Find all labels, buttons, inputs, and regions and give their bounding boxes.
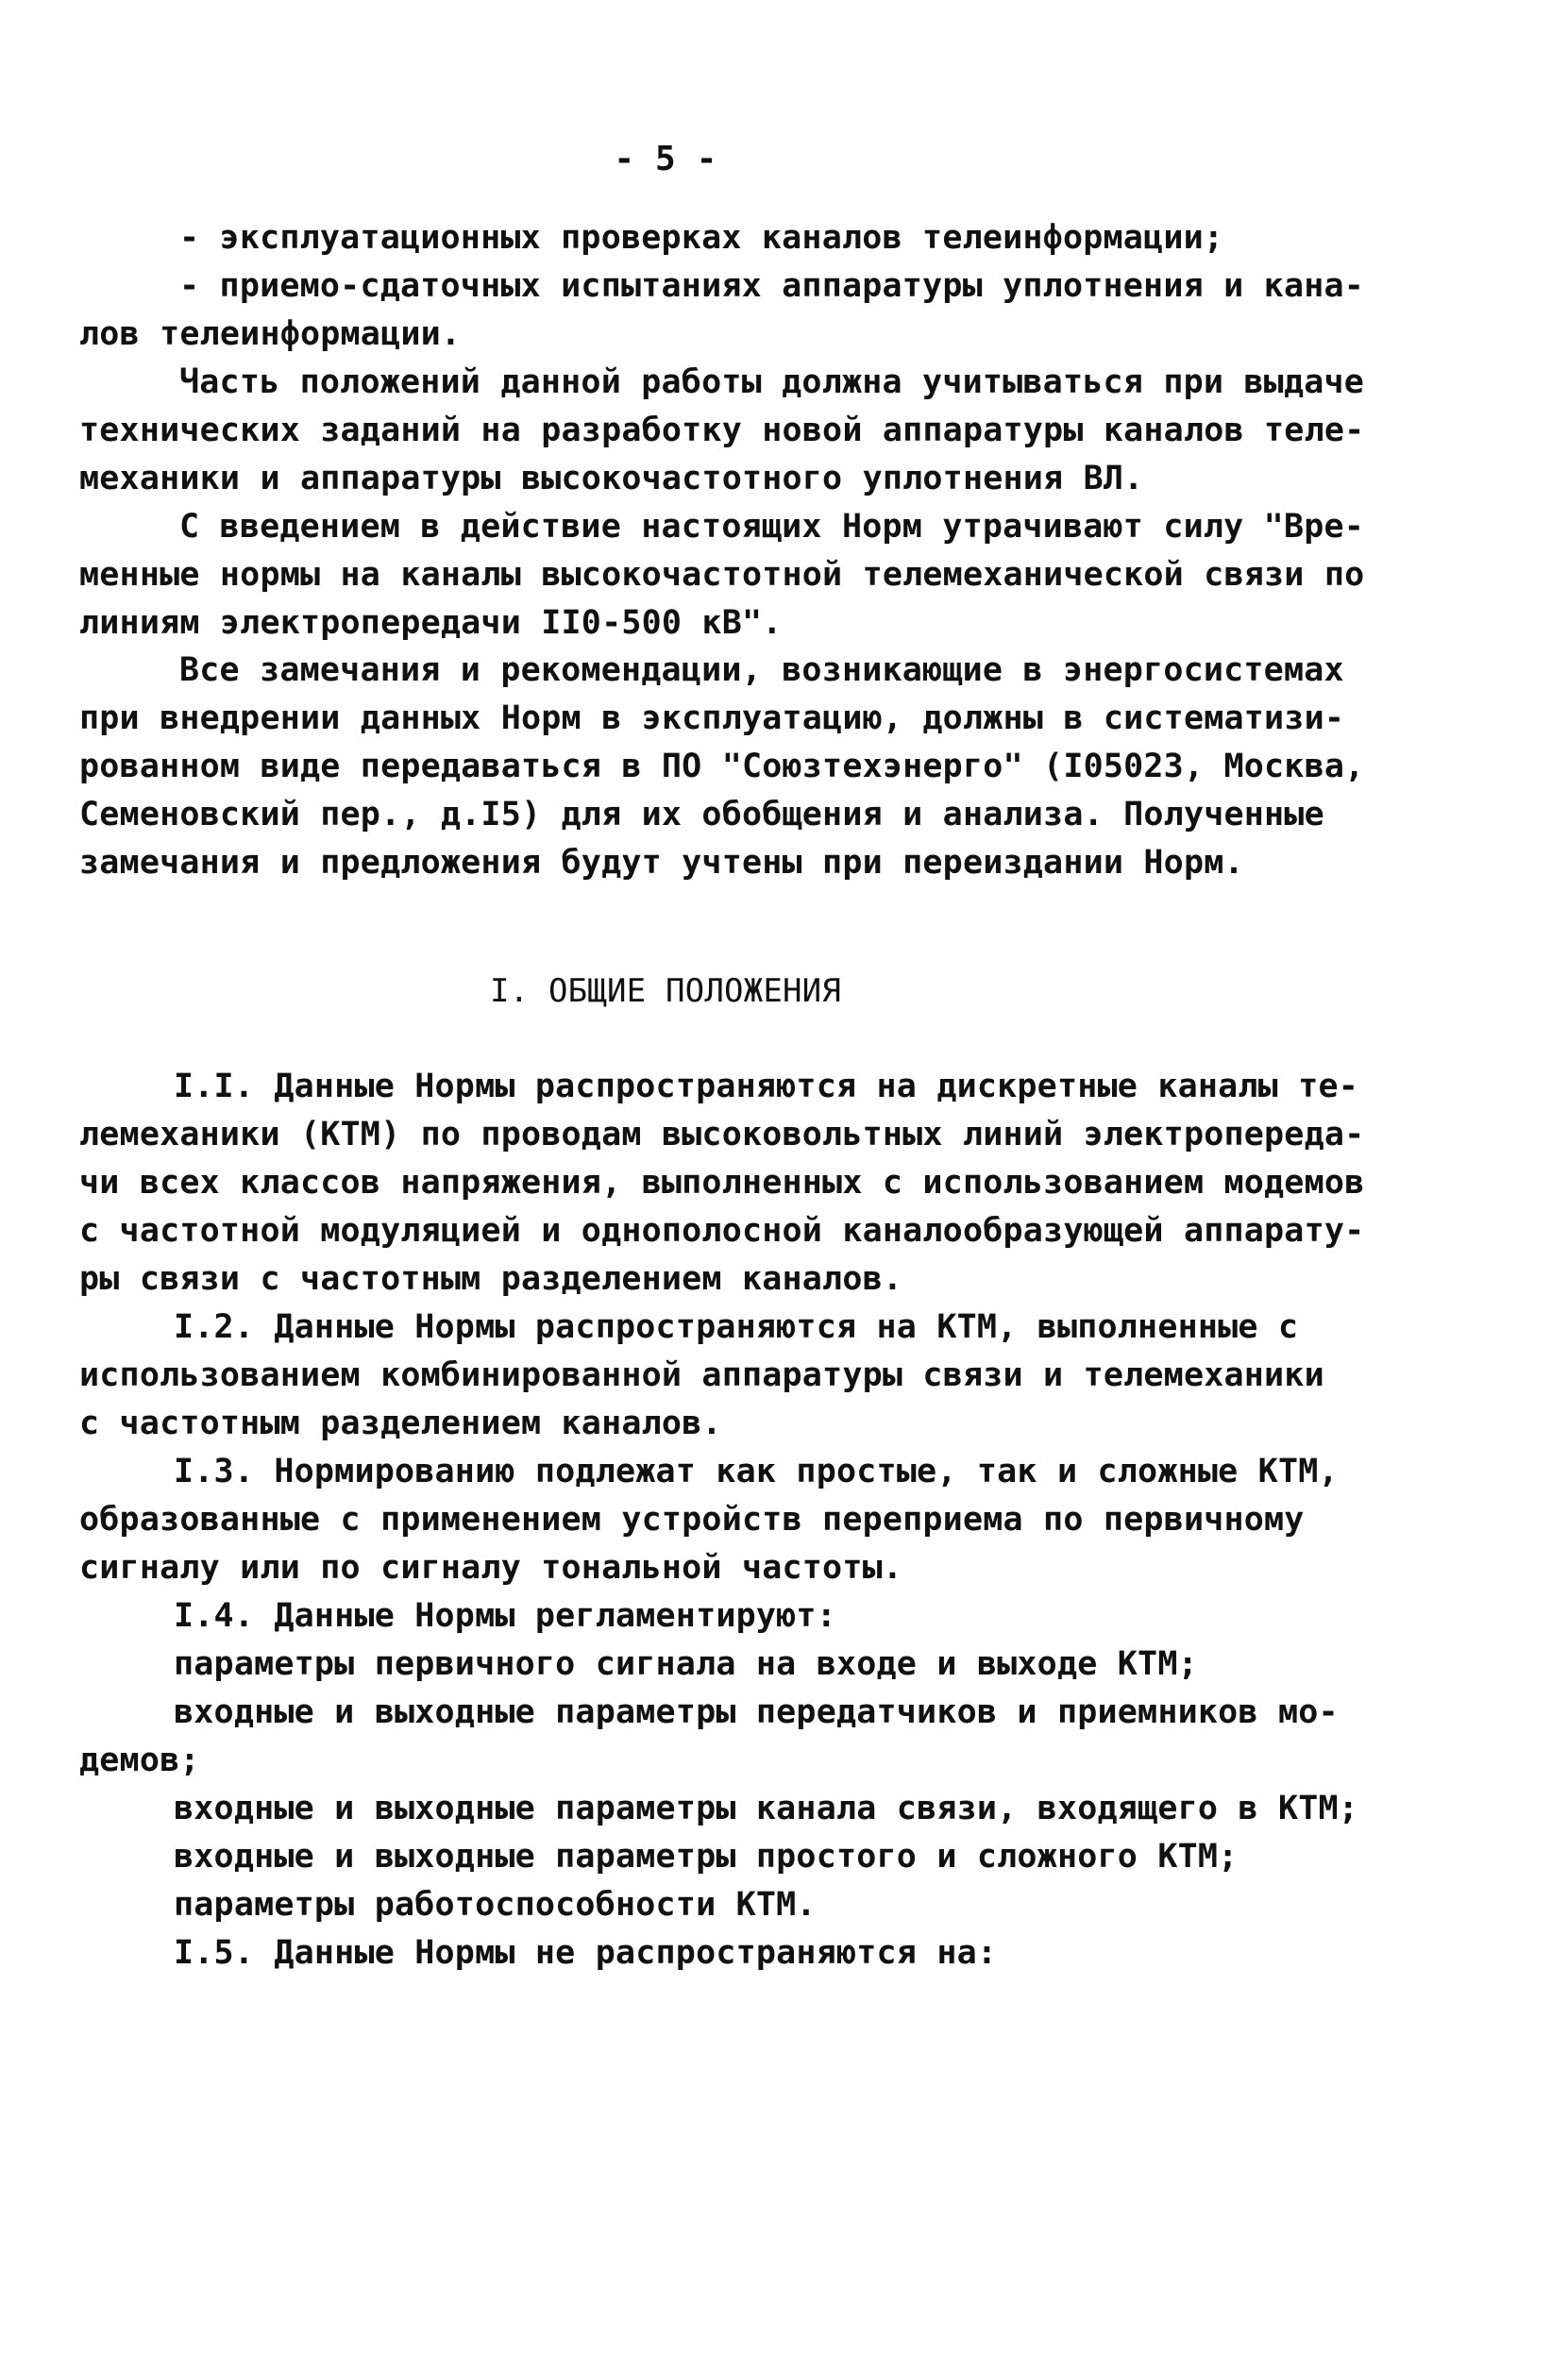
text-line: лов телеинформации. bbox=[79, 315, 462, 353]
text-line: входные и выходные параметры канала связи, входящего в КТМ; bbox=[174, 1790, 1359, 1827]
text-line: входные и выходные параметры простого и сложного КТМ; bbox=[174, 1838, 1239, 1876]
text-line: параметры первичного сигнала на входе и выходе КТМ; bbox=[174, 1645, 1198, 1683]
text-line: менные нормы на каналы высокочастотной телемеханической связи по bbox=[79, 556, 1365, 594]
text-line: - эксплуатационных проверках каналов телеинформации; bbox=[179, 219, 1224, 257]
text-line: I.4. Данные Нормы регламентируют: bbox=[174, 1597, 836, 1635]
text-line: I.2. Данные Нормы распространяются на КТМ, выполненные с bbox=[174, 1308, 1299, 1346]
text-line: при внедрении данных Норм в эксплуатацию, должны в систематизи- bbox=[79, 699, 1345, 737]
text-line: использованием комбинированной аппаратуры связи и телемеханики bbox=[79, 1356, 1324, 1394]
text-line: Семеновский пер., д.I5) для их обобщения и анализа. Полученные bbox=[79, 796, 1324, 833]
text-line: чи всех классов напряжения, выполненных с использованием модемов bbox=[79, 1164, 1365, 1202]
text-line: лемеханики (КТМ) по проводам высоковольтных линий электропереда- bbox=[79, 1116, 1365, 1153]
text-line: рованном виде передаваться в ПО "Союзтехэнерго" (I05023, Москва, bbox=[79, 748, 1365, 785]
text-line: технических заданий на разработку новой аппаратуры каналов теле- bbox=[79, 412, 1365, 449]
text-line: - приемо-сдаточных испытаниях аппаратуры уплотнения и кана- bbox=[179, 267, 1365, 305]
text-line: образованные с применением устройств переприема по первичному bbox=[79, 1501, 1305, 1539]
text-line: демов; bbox=[79, 1742, 200, 1779]
text-line: Все замечания и рекомендации, возникающие в энергосистемах bbox=[179, 651, 1344, 689]
text-line: Часть положений данной работы должна учитываться при выдаче bbox=[179, 363, 1365, 401]
text-line: линиям электропередачи II0-500 кВ". bbox=[79, 604, 783, 642]
text-line: с частотным разделением каналов. bbox=[79, 1405, 722, 1442]
text-line: механики и аппаратуры высокочастотного уплотнения ВЛ. bbox=[79, 460, 1144, 497]
page-number: - 5 - bbox=[614, 140, 717, 178]
text-line: ры связи с частотным разделением каналов. bbox=[79, 1260, 903, 1298]
text-line: замечания и предложения будут учтены при переиздании Норм. bbox=[79, 844, 1244, 882]
section-heading: I. ОБЩИЕ ПОЛОЖЕНИЯ bbox=[489, 972, 842, 1010]
text-line: сигналу или по сигналу тональной частоты. bbox=[79, 1549, 903, 1587]
text-line: I.I. Данные Нормы распространяются на дискретные каналы те- bbox=[174, 1068, 1359, 1105]
text-line: I.3. Нормированию подлежат как простые, так и сложные КТМ, bbox=[174, 1453, 1339, 1490]
text-line: с частотной модуляцией и однополосной каналообразующей аппарату- bbox=[79, 1212, 1365, 1250]
text-line: параметры работоспособности КТМ. bbox=[174, 1886, 817, 1924]
text-line: С введением в действие настоящих Норм утрачивают силу "Вре- bbox=[179, 508, 1365, 546]
text-line: I.5. Данные Нормы не распространяются на: bbox=[174, 1934, 998, 1972]
text-line: входные и выходные параметры передатчиков и приемников мо- bbox=[174, 1693, 1339, 1731]
